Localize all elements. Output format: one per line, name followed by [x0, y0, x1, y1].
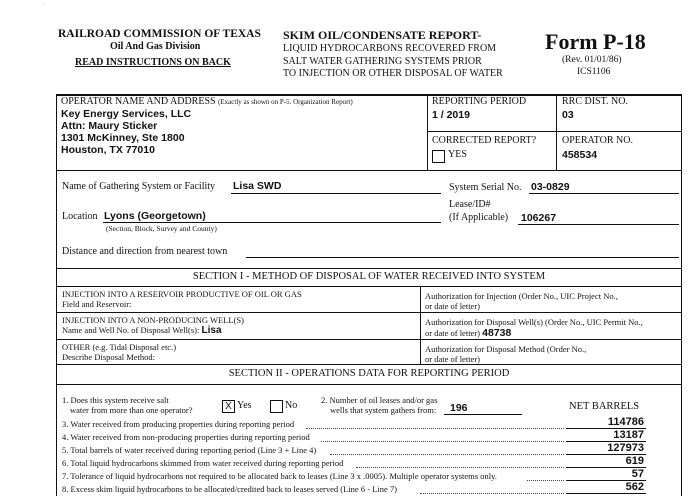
line-6-value: 619	[625, 455, 644, 467]
line-8-value: 562	[625, 481, 644, 493]
lease-field[interactable]	[518, 224, 679, 225]
q1-line2: water from more than one operator?	[70, 405, 193, 415]
lease-id-label: Lease/ID#	[449, 199, 491, 210]
injection-auth-1: Authorization for Injection (Order No., UIC Project No.,	[425, 291, 618, 301]
operator-street: 1301 McKinney, Ste 1800	[61, 132, 185, 144]
q2-line2: wells that system gathers from:	[330, 405, 437, 415]
report-subtitle-2: SALT WATER GATHERING SYSTEMS PRIOR	[283, 56, 482, 67]
operator-no-value: 458534	[562, 149, 598, 161]
injection-label-1: INJECTION INTO A RESERVOIR PRODUCTIVE OF OIL OR GAS	[62, 289, 302, 299]
location-label: Location	[62, 211, 98, 222]
line-6-text: 6. Total liquid hydrocarbons skimmed from water received during reporting period	[62, 458, 344, 468]
q1-yes-checkbox[interactable]: X	[222, 400, 235, 413]
location-value: Lyons (Georgetown)	[104, 210, 206, 222]
reporting-period-label: REPORTING PERIOD	[432, 96, 527, 107]
form-code: ICS1106	[577, 67, 611, 77]
operator-no-label: OPERATOR NO.	[562, 135, 633, 146]
corrected-report-label: CORRECTED REPORT?	[432, 135, 537, 146]
other-auth-2: or date of letter)	[425, 354, 480, 364]
q1-no-label: No	[285, 400, 298, 411]
corrected-yes-label: YES	[448, 149, 467, 160]
line-5-value: 127973	[607, 442, 644, 454]
report-subtitle-1: LIQUID HYDROCARBONS RECOVERED FROM	[283, 43, 497, 54]
gathering-system-value: Lisa SWD	[233, 180, 282, 192]
divider-v2	[556, 94, 557, 170]
agency-name: RAILROAD COMMISSION OF TEXAS	[58, 28, 261, 40]
operator-name: Key Energy Services, LLC	[61, 108, 192, 120]
line-4-text: 4. Water received from non-producing properties during reporting period	[62, 432, 310, 442]
section2-title: SECTION II - OPERATIONS DATA FOR REPORTING PERIOD	[228, 368, 510, 379]
q1-no-checkbox[interactable]	[270, 400, 283, 413]
q2-field[interactable]	[444, 414, 522, 415]
form-revision: (Rev. 01/01/86)	[562, 55, 622, 65]
nonprod-well-value: Lisa	[201, 325, 222, 336]
report-title: SKIM OIL/CONDENSATE REPORT-	[283, 28, 482, 42]
form-name: Form P-18	[545, 29, 646, 54]
serial-value: 03-0829	[531, 181, 570, 193]
operator-city: Houston, TX 77010	[61, 144, 155, 156]
margin-mark: ˙	[42, 4, 44, 10]
gathering-system-field[interactable]	[231, 193, 441, 194]
distance-label: Distance and direction from nearest town	[62, 246, 228, 257]
reporting-period-value: 1 / 2019	[432, 109, 470, 121]
other-label-2: Describe Disposal Method:	[62, 352, 156, 362]
gathering-system-label: Name of Gathering System or Facility	[62, 181, 216, 192]
serial-field[interactable]	[529, 193, 679, 194]
lease-value: 106267	[521, 212, 557, 224]
q2-value: 196	[450, 402, 468, 414]
rrc-district-value: 03	[562, 109, 574, 121]
corrected-yes-checkbox[interactable]	[432, 150, 445, 163]
line-7-value: 57	[631, 468, 644, 480]
serial-label: System Serial No.	[449, 182, 522, 193]
line-3-text: 3. Water received from producing properties during reporting period	[62, 419, 295, 429]
q1-yes-label: Yes	[237, 400, 252, 411]
operator-label: OPERATOR NAME AND ADDRESS (Exactly as shown on P-5. Organization Report)	[61, 96, 353, 107]
other-label-1: OTHER (e.g. Tidal Disposal etc.)	[62, 342, 177, 352]
box-right-border	[681, 94, 682, 496]
division-name: Oil And Gas Division	[110, 41, 201, 52]
line-5-text: 5. Total barrels of water received during reporting period (Line 3 + Line 4)	[62, 445, 317, 455]
divider-h-mid	[427, 131, 681, 132]
injection-label-2: Field and Reservoir:	[62, 299, 132, 309]
line-7-text: 7. Tolerance of liquid hydrocarbons not required to be allocated back to leases (Line 3 x .0005). Multiple operator systems only.	[62, 471, 497, 481]
other-auth-1: Authorization for Disposal Method (Order No.,	[425, 344, 587, 354]
divider-v1	[427, 94, 428, 170]
nonprod-label-2: Name and Well No. of Disposal Well(s): Lisa	[62, 325, 222, 336]
q1-line1: 1. Does this system receive salt	[62, 395, 169, 405]
operator-attn: Attn: Maury Sticker	[61, 120, 158, 132]
nonprod-auth-2: or date of letter) 48738	[425, 327, 512, 339]
nonprod-label-1: INJECTION INTO A NON-PRODUCING WELL(S)	[62, 315, 244, 325]
box-left-border	[56, 94, 57, 496]
location-note: (Section, Block, Survey and County)	[106, 224, 217, 233]
report-subtitle-3: TO INJECTION OR OTHER DISPOSAL OF WATER	[283, 68, 503, 79]
nonprod-auth-value: 48738	[482, 327, 512, 339]
section1-title: SECTION I - METHOD OF DISPOSAL OF WATER RECEIVED INTO SYSTEM	[192, 271, 546, 282]
nonprod-auth-1: Authorization for Disposal Well(s) (Order No., UIC Permit No.,	[425, 317, 643, 327]
q2-line1: 2. Number of oil leases and/or gas	[321, 395, 438, 405]
line-3-value: 114786	[607, 416, 644, 428]
distance-field[interactable]	[246, 257, 679, 258]
line-8-text: 8. Excess skim liquid hydrocarbons to be allocated/credited back to leases served (Line 6 - Line 7)	[62, 484, 397, 494]
injection-auth-2: or date of letter)	[425, 301, 480, 311]
rrc-district-label: RRC DIST. NO.	[562, 96, 628, 107]
divider-h-operator	[56, 170, 681, 171]
location-field[interactable]	[103, 222, 441, 223]
net-barrels-header: NET BARRELS	[569, 401, 640, 412]
lease-applicable-label: (If Applicable)	[449, 212, 509, 223]
read-instructions: READ INSTRUCTIONS ON BACK	[75, 57, 231, 68]
line-4-value: 13187	[613, 429, 644, 441]
